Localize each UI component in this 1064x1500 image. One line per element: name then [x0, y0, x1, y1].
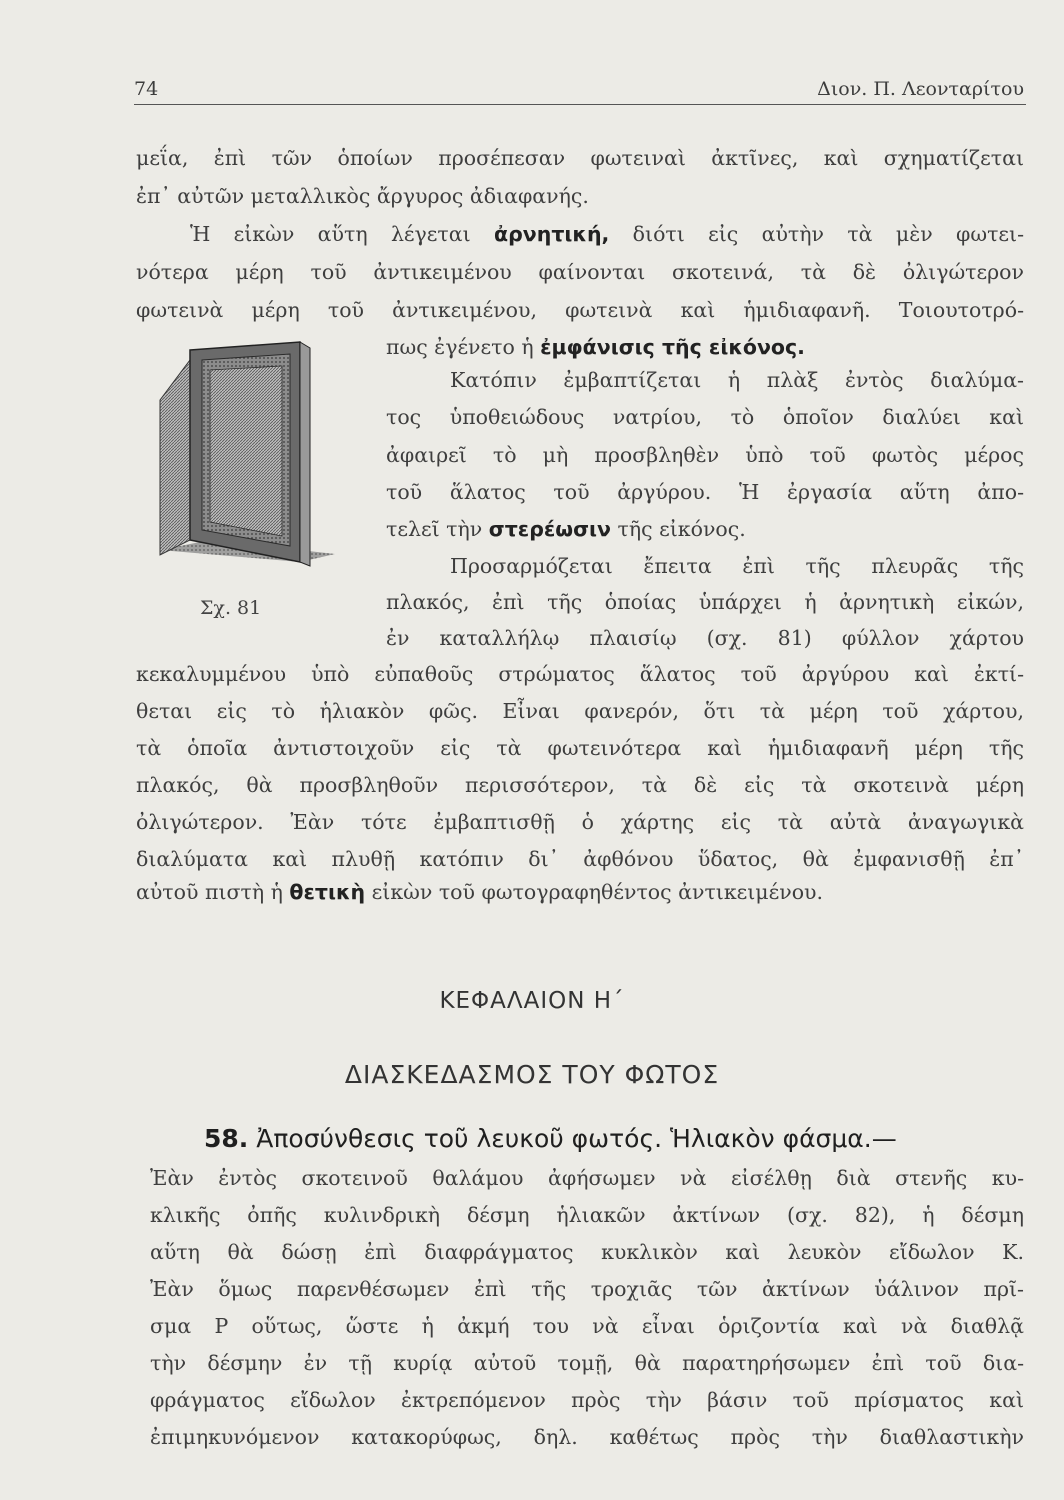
section-title: Ἀποσύνθεσις τοῦ λευκοῦ φωτός. Ἡλιακὸν φάσμα.— — [256, 1124, 897, 1153]
text-line: τελεῖ τὴν στερέωσιν τῆς εἰκόνος. — [386, 517, 746, 541]
text-line: ἐν καταλλήλῳ πλαισίῳ (σχ. 81) φύλλον χάρτου — [386, 626, 1024, 650]
bold-term: θετικὴ — [289, 880, 366, 904]
text-line: ὀλιγώτερον. Ἐὰν τότε ἐμβαπτισθῇ ὁ χάρτης εἰς τὰ αὐτὰ ἀναγωγικὰ — [136, 810, 1024, 834]
text-line: Ἐὰν ἐντὸς σκοτεινοῦ θαλάμου ἀφήσωμεν νὰ εἰσέλθῃ διὰ στενῆς κυ- — [150, 1166, 1024, 1190]
text-line: κεκαλυμμένου ὑπὸ εὐπαθοῦς στρώματος ἅλατος τοῦ ἀργύρου καὶ ἐκτί- — [136, 662, 1024, 686]
text-line: ἀφαιρεῖ τὸ μὴ προσβληθὲν ὑπὸ τοῦ φωτὸς μέρος — [386, 443, 1024, 467]
text-line: νότερα μέρη τοῦ ἀντικειμένου φαίνονται σκοτεινά, τὰ δὲ ὀλιγώτερον — [136, 260, 1024, 284]
page-number: 74 — [134, 78, 159, 100]
page-header — [134, 78, 1024, 106]
text-line: ἐπιμηκυνόμενον κατακορύφως, δηλ. καθέτως πρὸς τὴν διαθλαστικὴν — [150, 1425, 1024, 1449]
text-line: Ἡ εἰκὼν αὕτη λέγεται ἀρνητική, διότι εἰς αὐτὴν τὰ μὲν φωτει- — [190, 222, 1024, 246]
text-line: τοῦ ἅλατος τοῦ ἀργύρου. Ἡ ἐργασία αὕτη ἀπο- — [386, 480, 1024, 504]
text-line: τὴν δέσμην ἐν τῇ κυρίᾳ αὐτοῦ τομῇ, θὰ παρατηρήσωμεν ἐπὶ τοῦ δια- — [150, 1351, 1024, 1375]
text-line: τὰ ὁποῖα ἀντιστοιχοῦν εἰς τὰ φωτεινότερα καὶ ἡμιδιαφανῆ μέρη τῆς — [136, 736, 1024, 760]
text-line: πλακός, θὰ προσβληθοῦν περισσότερον, τὰ δὲ εἰς τὰ σκοτεινὰ μέρη — [136, 773, 1024, 797]
figure-caption: Σχ. 81 — [200, 597, 262, 619]
text-line: θεται εἰς τὸ ἡλιακὸν φῶς. Εἶναι φανερόν, ὅτι τὰ μέρη τοῦ χάρτου, — [136, 699, 1024, 723]
text-line: τος ὑποθειώδους νατρίου, τὸ ὁποῖον διαλύει καὶ — [386, 405, 1024, 429]
text-line: πλακός, ἐπὶ τῆς ὁποίας ὑπάρχει ἡ ἀρνητικὴ εἰκών, — [386, 590, 1024, 614]
figure-81-printing-frame — [150, 340, 340, 580]
text-line: Προσαρμόζεται ἔπειτα ἐπὶ τῆς πλευρᾶς τῆς — [450, 554, 1024, 578]
bold-term: ἐμφάνισις τῆς εἰκόνος. — [540, 335, 805, 359]
text-line: Ἐὰν ὅμως παρενθέσωμεν ἐπὶ τῆς τροχιᾶς τῶν ἀκτίνων ὑάλινον πρῖ- — [150, 1277, 1024, 1301]
text-line: πως ἐγένετο ἡ ἐμφάνισις τῆς εἰκόνος. — [386, 335, 805, 359]
text-line: αὐτοῦ πιστὴ ἡ θετικὴ εἰκὼν τοῦ φωτογραφηθέντος ἀντικειμένου. — [136, 880, 824, 904]
chapter-title: ΔΙΑΣΚΕΔΑΣΜΟΣ ΤΟΥ ΦΩΤΟΣ — [344, 1060, 720, 1089]
section-heading — [204, 1124, 897, 1153]
text-line: μεΐα, ἐπὶ τῶν ὁποίων προσέπεσαν φωτειναὶ ἀκτῖνες, καὶ σχηματίζεται — [136, 146, 1024, 170]
section-number: 58. — [204, 1124, 249, 1153]
text-line: φράγματος εἴδωλον ἐκτρεπόμενον πρὸς τὴν βάσιν τοῦ πρίσματος καὶ — [150, 1388, 1024, 1412]
bold-term: ἀρνητική, — [494, 222, 610, 246]
text-line: ἐπ᾽ αὐτῶν μεταλλικὸς ἄργυρος ἀδιαφανής. — [136, 184, 589, 208]
text-line: σμα Ρ οὕτως, ὥστε ἡ ἀκμή του νὰ εἶναι ὁριζοντία καὶ νὰ διαθλᾷ — [150, 1314, 1024, 1338]
text-line: Κατόπιν ἐμβαπτίζεται ἡ πλὰξ ἐντὸς διαλύμα- — [450, 368, 1024, 392]
text-line: αὕτη θὰ δώσῃ ἐπὶ διαφράγματος κυκλικὸν καὶ λευκὸν εἴδωλον Κ. — [150, 1240, 1024, 1264]
text-line: φωτεινὰ μέρη τοῦ ἀντικειμένου, φωτεινὰ καὶ ἡμιδιαφανῆ. Τοιουτοτρό- — [136, 298, 1024, 322]
text-line: διαλύματα καὶ πλυθῇ κατόπιν δι᾽ ἀφθόνου ὕδατος, θὰ ἐμφανισθῇ ἐπ᾽ — [136, 847, 1024, 871]
text-line: κλικῆς ὀπῆς κυλινδρικὴ δέσμη ἡλιακῶν ἀκτίνων (σχ. 82), ἡ δέσμη — [150, 1203, 1024, 1227]
bold-term: στερέωσιν — [488, 517, 612, 541]
chapter-label: ΚΕΦΑΛΑΙΟΝ Η΄ — [439, 988, 625, 1014]
running-title: Διον. Π. Λεονταρίτου — [817, 78, 1024, 100]
header-rule — [134, 104, 1026, 105]
